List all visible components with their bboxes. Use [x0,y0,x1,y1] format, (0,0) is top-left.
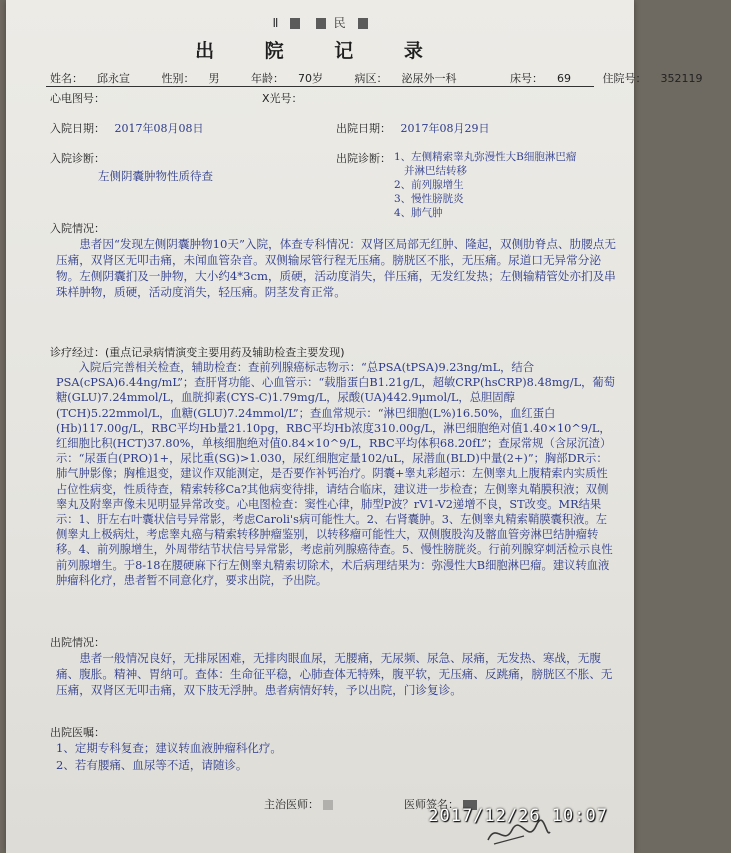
patient-bed: 床号： 69 [510,72,571,85]
discharge-status-section [50,636,616,698]
discharge-status-text: 患者一般情况良好，无排尿困难，无排肉眼血尿，无腰痛，无尿频、尿急、尿痛，无发热、寒战，无腹痛、腹胀。精神、胃纳可。查体：生命征平稳，心肺查体无特殊，腹平软，无压痛、反跳痛，膀胱区不胀、无压痛，双肾区无叩击痛，双下肢无浮肿。患者病情好转，予以出院，门诊复诊。 [56,651,613,697]
admit-diagnosis-text: 左侧阴囊肿物性质待查 [98,169,213,183]
patient-age: 年龄： 70岁 [251,72,323,85]
treatment-text: 入院后完善相关检查，辅助检查：查前列腺癌标志物示：“总PSA(tPSA)9.23ng/mL，结合PSA(cPSA)6.44ng/mL”；查肝肾功能、心血管示：“载脂蛋白B1.21g/L，超敏CRP(hsCRP)8.48mg/L，葡萄糖(GLU)7.24mmol/L，血胱抑素(CYS-C)1.79mg/L，尿酸(UA)442.9μmol/L，总胆固醇(TCH)5.22mmol/L，血糖(GLU)7.24mmol/L”；查血常规示：“淋巴细胞(L%)16.50%，血红蛋白(Hb)117.00g/L，RBC平均Hb量21.10pg，RBC平均Hb浓度310.00g/L，淋巴细胞绝对值1.40×10^9/L，红细胞比积(HCT)37.80%，单核细胞绝对值0.84×10^9/L，RBC平均体积68.20fL”；查尿常规（含尿沉渣）示：“尿蛋白(PRO)1+，尿比重(SG)>1.030，尿红细胞定量102/uL，尿潜血(BLD)中量(2+)”；胸部DR示：肺气肿影像；胸椎退变，建议作双能测定，是否要作补钙治疗。阴囊+睾丸彩超示：左侧睾丸上腹精索内实质性占位性病变，性质待查，精索转移Ca?其他病变待排，请结合临床，建议进一步检查；左侧睾丸鞘膜积液；双侧睾丸及附睾声像未见明显异常改变。心电图检查：窦性心律，肺型P波？rV1-V2递增不良，ST改变。MR结果示：1、肝左右叶囊状信号异常影，考虑Caroli's病可能性大。2、右肾囊肿。3、左侧睾丸精索鞘膜囊积液。左侧睾丸上极病灶，考虑睾丸癌与精索转移肿瘤鉴别，以转移瘤可能性大，双侧腹股沟及髂血管旁淋巴结肿瘤转移。4、前列腺增生，外周带结节状信号异常影，考虑前列腺癌待查。5、慢性膀胱炎。行前列腺穿刺活检示良性前列腺增生。于8-18在腰硬麻下行左侧睾丸精索切除术，术后病理结果为：弥漫性大B细胞淋巴瘤。建议转血液肿瘤科化疗，患者暂不同意化疗，要求出院，予出院。 [56,361,615,587]
diagnosis-item: 2、前列腺增生 [394,179,464,191]
discharge-advice-label: 出院医嘱： [50,726,105,739]
physician-signature: 医师签名： [404,796,477,812]
redacted-block [290,18,300,29]
redacted-block [323,800,333,810]
patient-info-row [50,70,731,86]
admission-status-text: 患者因“发现左侧阴囊肿物10天”入院，体查专科情况：双肾区局部无红肿、隆起，双侧肋脊点、肋腰点无压痛，双肾区无叩击痛，未闻血管杂音。双侧输尿管行程无压痛。膀胱区不胀，无压痛。尿道口无异常分泌物。左侧阴囊扪及一肿物，大小约4*3cm，质硬，活动度消失，伴压痛，无发红发热；左侧输精管处亦扪及串珠样肿物，质硬，活动度消失，轻压痛。阴茎发育正常。 [56,237,616,299]
hospital-name: Ⅱ 民 [6,14,634,31]
discharge-record-paper [6,0,703,853]
diagnosis-item: 4、肺气肿 [394,207,443,219]
admit-diagnosis-label: 入院诊断： [50,152,105,165]
discharge-advice-section [50,726,616,774]
advice-item: 1、定期专科复查；建议转血液肿瘤科化疗。 [56,741,282,755]
redacted-block [358,18,368,29]
photo-timestamp: 2017/12/26 10:07 [428,806,608,826]
attending-signature: 主治医师： [264,796,333,812]
patient-name: 姓名： 邱永宣 [50,72,130,85]
treatment-section [50,346,616,588]
treatment-label: 诊疗经过：(重点记录病情演变主要用药及辅助检查主要发现) [50,346,345,359]
patient-admission-no: 住院号： 352119 [602,72,703,85]
advice-item: 2、若有腰痛、血尿等不适，请随诊。 [56,758,248,772]
discharge-diagnosis-label: 出院诊断： [336,152,391,165]
admit-date: 入院日期： 2017年08月08日 [50,122,204,135]
patient-gender: 性别： 男 [161,72,220,85]
page-title: 出 院 记 录 [195,40,445,62]
discharge-date: 出院日期： 2017年08月29日 [336,122,490,135]
diagnosis-item: 1、左侧精索睾丸弥漫性大B细胞淋巴瘤 [394,151,577,163]
admission-status-label: 入院情况： [50,222,105,235]
diagnosis-item: 3、慢性膀胱炎 [394,193,464,205]
ecg-number-label: 心电图号： [50,92,105,105]
diagnosis-item: 并淋巴结转移 [404,165,467,177]
header-rule [46,86,594,87]
discharge-diagnosis-list [394,150,629,220]
xray-number-label: X光号： [262,92,303,105]
patient-ward: 病区： 泌尿外一科 [354,72,457,85]
admission-status-section [50,222,616,300]
discharge-status-label: 出院情况： [50,636,105,649]
redacted-block [316,18,326,29]
